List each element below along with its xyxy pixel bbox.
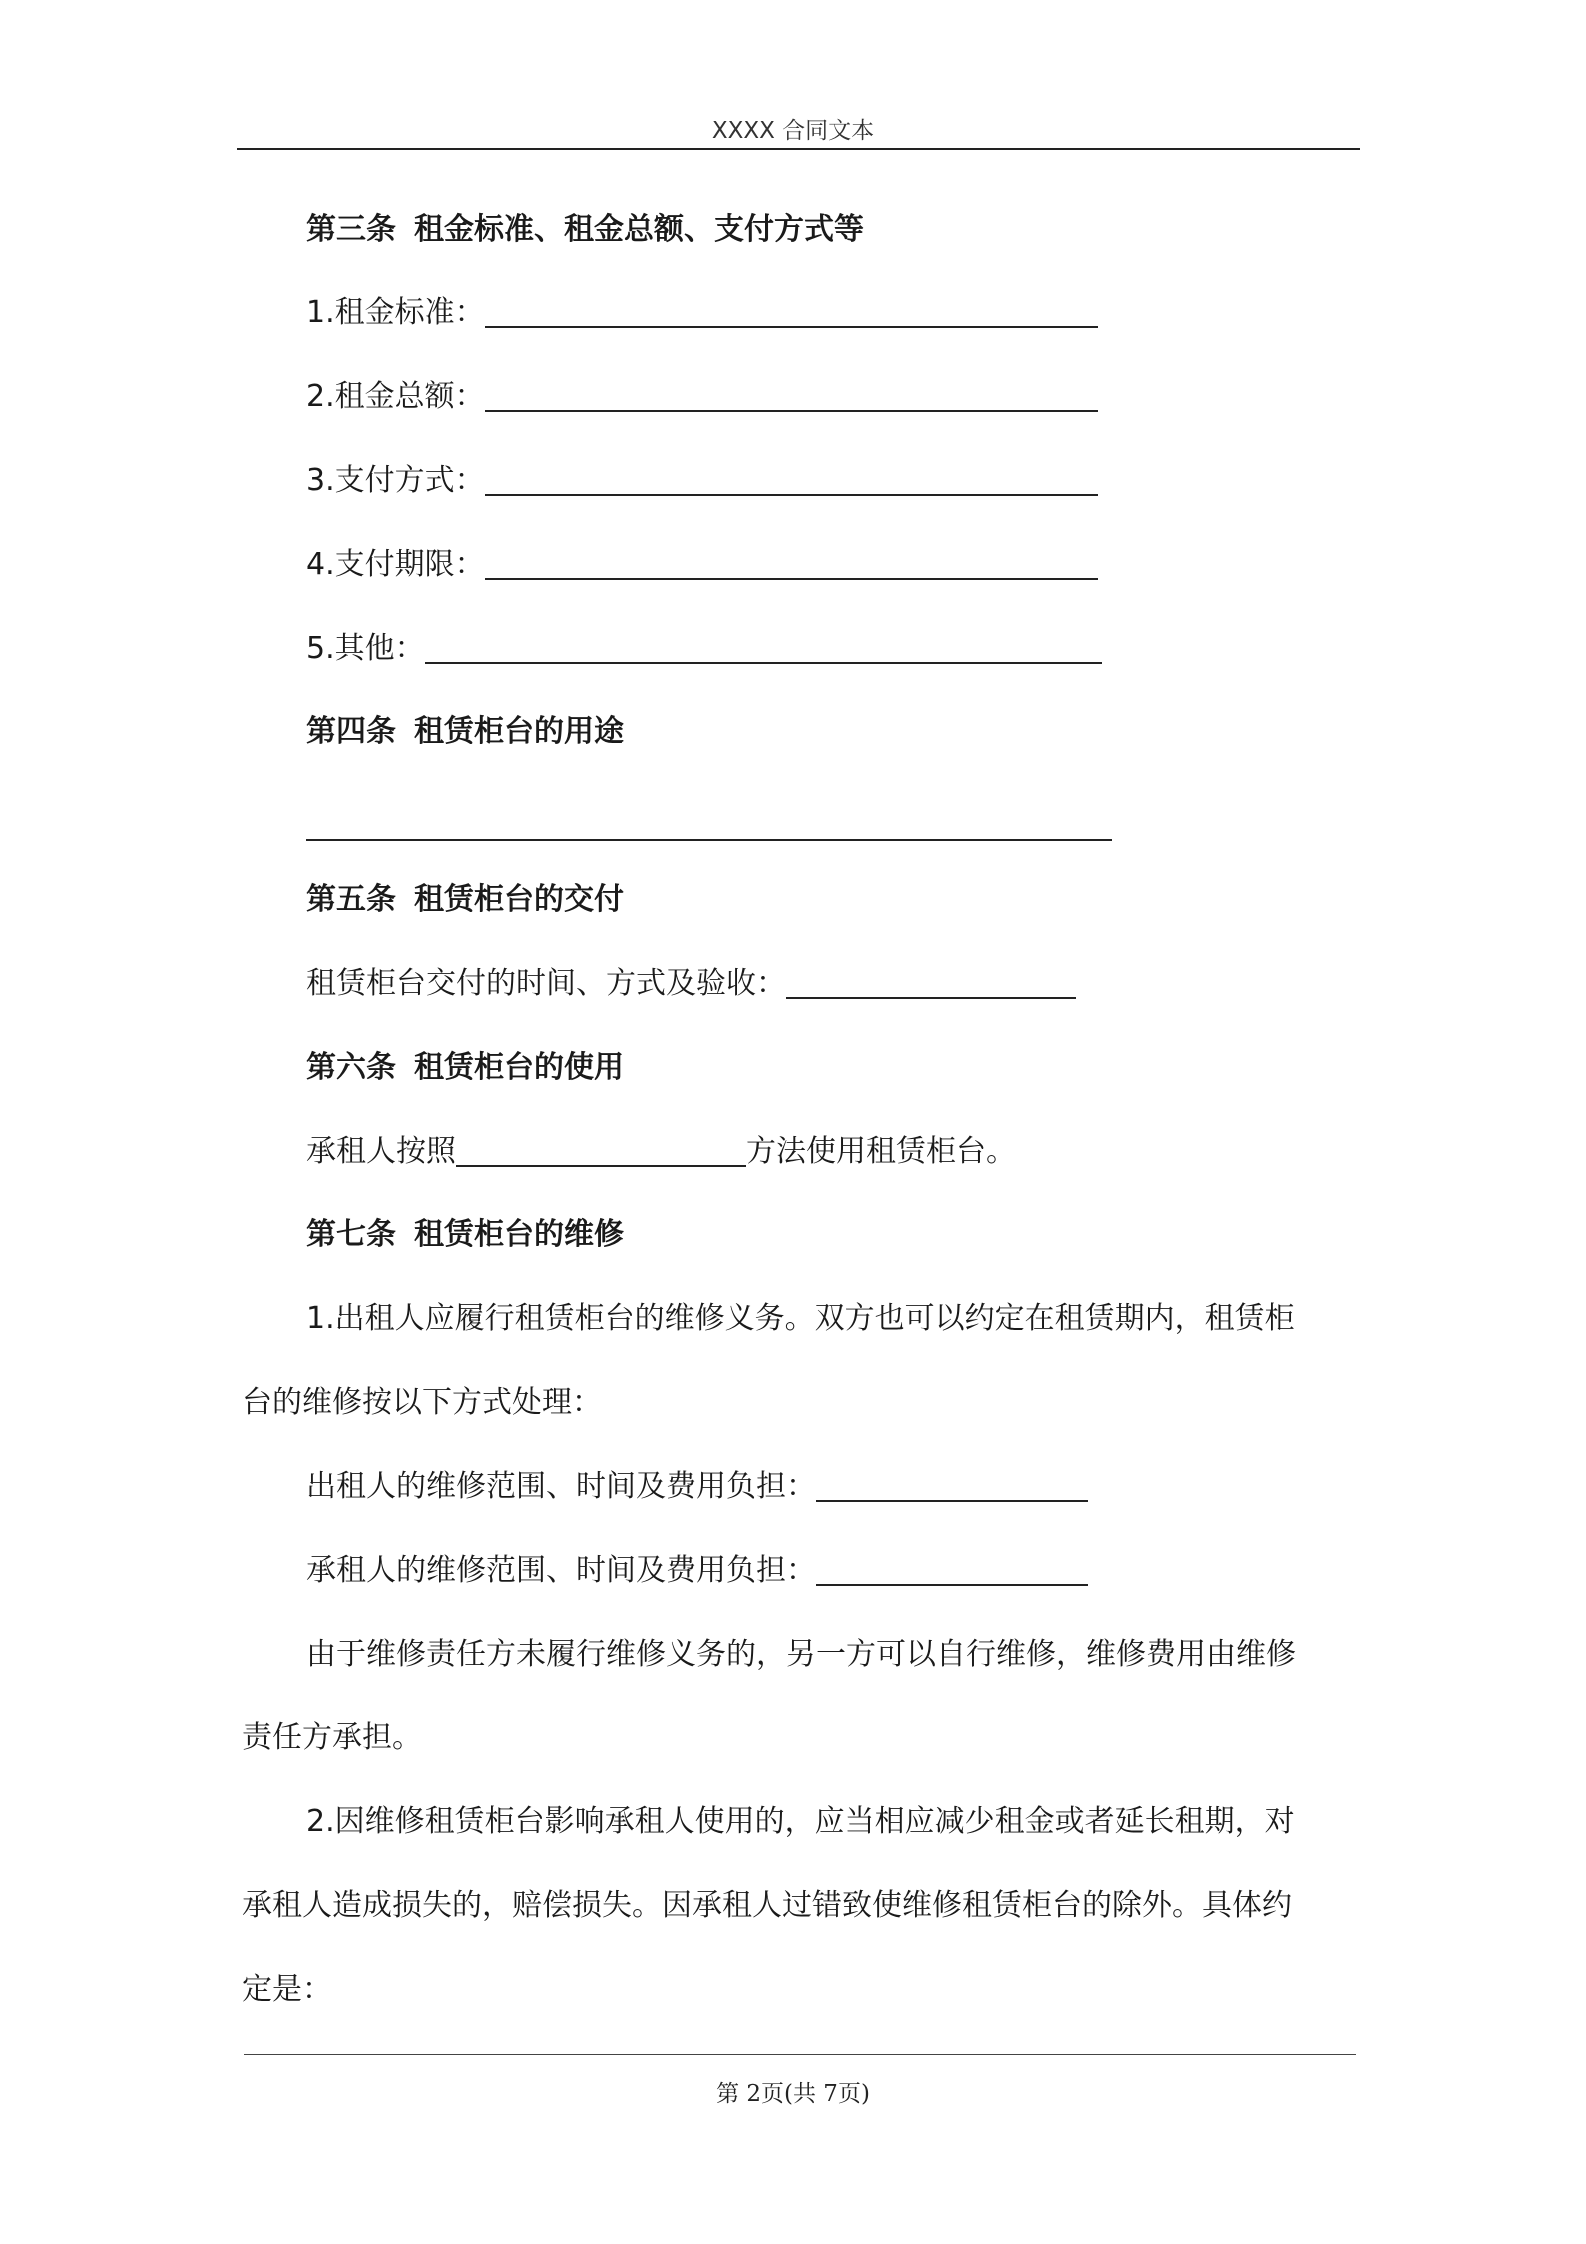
footer-rule <box>244 2054 1356 2055</box>
fill-blank <box>485 325 1098 328</box>
fill-blank <box>816 1583 1088 1586</box>
article5-title: 租赁柜台的交付 <box>414 882 624 917</box>
article4-number: 第四条 <box>306 714 396 749</box>
article7-p2-line2: 责任方承担。 <box>242 1720 422 1755</box>
article3-item-2 <box>306 377 1098 417</box>
article7-number: 第七条 <box>306 1217 396 1252</box>
article6-heading <box>306 1048 624 1088</box>
lessor-repair-label: 出租人的维修范围、时间及费用负担： <box>306 1469 816 1504</box>
item-label: 3.支付方式： <box>306 463 485 498</box>
article4-heading <box>306 712 624 752</box>
usage-after: 方法使用租赁柜台。 <box>746 1134 1016 1169</box>
item-label: 4.支付期限： <box>306 547 485 582</box>
article7-p3-line1: 2.因维修租赁柜台影响承租人使用的，应当相应减少租金或者延长租期，对 <box>306 1804 1295 1839</box>
fill-blank <box>485 409 1098 412</box>
fill-blank <box>425 661 1102 664</box>
article5-heading <box>306 880 624 920</box>
fill-blank <box>456 1164 746 1167</box>
article6-number: 第六条 <box>306 1050 396 1085</box>
article7-p1-line2: 台的维修按以下方式处理： <box>242 1385 602 1420</box>
delivery-label: 租赁柜台交付的时间、方式及验收： <box>306 966 786 1001</box>
article3-item-4 <box>306 545 1098 585</box>
item-label: 1.租金标准： <box>306 295 485 330</box>
article6-line <box>306 1132 1016 1172</box>
article4-fill-blank <box>306 839 1112 841</box>
header-rule <box>237 148 1360 150</box>
article3-heading <box>306 210 864 250</box>
article3-item-1 <box>306 293 1098 333</box>
article3-title: 租金标准、租金总额、支付方式等 <box>414 212 864 247</box>
fill-blank <box>816 1499 1088 1502</box>
fill-blank <box>485 493 1098 496</box>
article3-item-5 <box>306 629 1102 669</box>
item-label: 2.租金总额： <box>306 379 485 414</box>
usage-before: 承租人按照 <box>306 1134 456 1169</box>
article7-p3-line3: 定是： <box>242 1972 332 2007</box>
article5-number: 第五条 <box>306 882 396 917</box>
article4-title: 租赁柜台的用途 <box>414 714 624 749</box>
article3-item-3 <box>306 461 1098 501</box>
fill-blank <box>485 577 1098 580</box>
fill-blank <box>786 996 1076 999</box>
header-title: XXXX 合同文本 <box>711 118 875 144</box>
article7-p1-line1: 1.出租人应履行租赁柜台的维修义务。双方也可以约定在租赁期内，租赁柜 <box>306 1301 1295 1336</box>
article3-number: 第三条 <box>306 212 396 247</box>
item-label: 5.其他： <box>306 631 425 666</box>
article7-p2-line1: 由于维修责任方未履行维修义务的，另一方可以自行维修，维修费用由维修 <box>306 1637 1296 1672</box>
article5-line <box>306 964 1076 1004</box>
article7-heading <box>306 1215 624 1255</box>
page-number: 第 2页(共 7页) <box>716 2081 870 2107</box>
lessee-repair-line <box>306 1551 1088 1591</box>
lessor-repair-line <box>306 1467 1088 1507</box>
article7-p3-line2: 承租人造成损失的，赔偿损失。因承租人过错致使维修租赁柜台的除外。具体约 <box>242 1888 1292 1923</box>
lessee-repair-label: 承租人的维修范围、时间及费用负担： <box>306 1553 816 1588</box>
article6-title: 租赁柜台的使用 <box>414 1050 624 1085</box>
article7-title: 租赁柜台的维修 <box>414 1217 624 1252</box>
